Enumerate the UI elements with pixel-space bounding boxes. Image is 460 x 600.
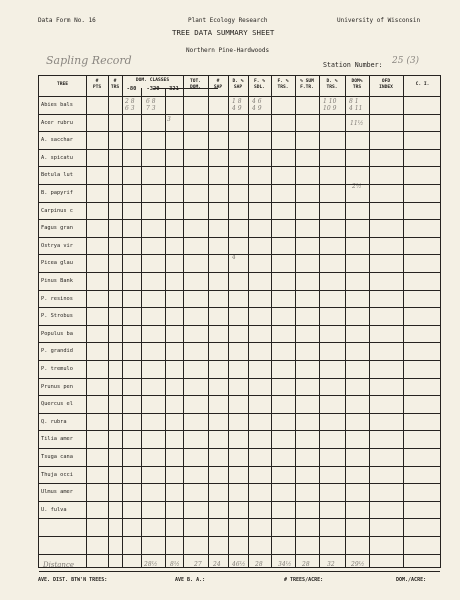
university-name: University of Wisconsin xyxy=(337,17,421,24)
col-trs: # TRS xyxy=(110,79,120,90)
row-divider xyxy=(39,360,440,361)
acer-domtrs-entry: 11½ xyxy=(350,120,364,127)
col-dom-classes: DOM. CLASSES xyxy=(135,78,170,83)
species-label: A. spicatu xyxy=(41,154,73,161)
picea-sap-entry: 4 xyxy=(232,254,236,261)
abies-dom-320: 6 8 xyxy=(146,98,156,105)
species-label: Prunus pen xyxy=(41,383,73,390)
species-label: P. resinos xyxy=(41,295,73,302)
row-divider xyxy=(39,483,440,484)
col-f-sdl: F. % SDL. xyxy=(253,79,266,90)
row-divider xyxy=(39,342,440,343)
abies-domtrs: 8 1 xyxy=(349,98,359,105)
total-dom-trs: 29½ xyxy=(351,561,365,568)
col-ci: C. I. xyxy=(415,82,430,87)
row-divider xyxy=(39,272,440,273)
row-divider xyxy=(39,166,440,167)
col-pts: # PTS xyxy=(92,79,102,90)
row-divider xyxy=(39,518,440,519)
footer-dom-acre: DOM./ACRE: xyxy=(396,577,427,583)
abies-domtrs-b: 4 11 xyxy=(349,105,363,112)
row-divider xyxy=(39,448,440,449)
row-divider xyxy=(39,536,440,537)
col-ofd-index: OFD INDEX xyxy=(379,79,393,90)
column-divider xyxy=(141,88,142,567)
footer-ave-ba: AVE B. A.: xyxy=(175,577,206,583)
abies-sap: 1 8 xyxy=(232,98,242,105)
abies-fsdl: 4 6 xyxy=(252,98,262,105)
total-f-sdl: 28 xyxy=(255,561,263,568)
species-label: Fagus gran xyxy=(41,225,73,232)
row-divider xyxy=(39,114,440,115)
col-tot-dom: TOT. DOM. xyxy=(189,79,202,90)
abies-sap-b: 4 9 xyxy=(232,105,242,112)
species-label: Abies bals xyxy=(41,102,73,108)
species-label: P. tremulo xyxy=(41,366,73,372)
row-divider xyxy=(39,430,440,431)
total-sum-ftr: 28 xyxy=(302,561,310,568)
col-sap-count: # SAP xyxy=(213,79,223,90)
footer-trees-acre: # TREES/ACRE: xyxy=(284,577,324,583)
row-divider xyxy=(39,237,440,238)
acer-sap-entry: 3 xyxy=(167,116,171,123)
col-sum-ftr: % SUM F.TR. xyxy=(300,79,314,90)
row-divider xyxy=(39,290,440,291)
footer-ave-dist: AVE. DIST. BTW'N TREES: xyxy=(38,577,108,583)
total-dom-320: 8½ xyxy=(170,561,180,568)
species-label: Carpinus c xyxy=(41,207,73,214)
bpapyrifera-domtrs-entry: 2½ xyxy=(352,183,362,190)
tree-summary-table xyxy=(38,75,441,568)
species-label: Betula lut xyxy=(41,172,73,179)
total-d-trs: 32 xyxy=(327,561,335,568)
total-dom-80: 28½ xyxy=(144,561,158,568)
row-divider xyxy=(39,202,440,203)
species-label: Quercus el xyxy=(41,401,73,408)
abies-dom-80: 2 8 xyxy=(125,98,135,105)
species-label: Acer rubru xyxy=(41,119,73,126)
col-dom-trs: DOM% TRS xyxy=(351,79,363,90)
totals-row-label: Distance xyxy=(43,561,75,569)
abies-dom-320-b: 7 3 xyxy=(146,105,156,112)
species-label: U. fulva xyxy=(41,506,67,513)
species-label: P. grandid xyxy=(41,348,73,355)
total-f-trs: 34½ xyxy=(278,561,292,568)
species-label: Thuja occi xyxy=(41,471,73,478)
col-dom-320: -320 xyxy=(146,86,160,92)
column-divider xyxy=(165,88,166,567)
row-divider xyxy=(39,254,440,255)
row-divider xyxy=(39,325,440,326)
species-label: Tilia amer xyxy=(41,436,73,443)
col-tree: TREE xyxy=(56,82,69,87)
species-label: A. sacchar xyxy=(41,137,73,144)
row-divider xyxy=(39,571,440,572)
total-tot-dom: 27 xyxy=(194,561,202,568)
species-label: Ostrya vir xyxy=(41,242,73,249)
abies-fsdl-b: 4 9 xyxy=(252,105,262,112)
species-label: B. papyrif xyxy=(41,190,73,196)
row-divider xyxy=(39,184,440,185)
row-divider xyxy=(39,307,440,308)
abies-dtrs-b: 10 9 xyxy=(323,105,337,112)
row-divider xyxy=(39,131,440,132)
row-divider xyxy=(39,149,440,150)
sapling-note: Sapling Record xyxy=(46,54,132,67)
col-d-sap: D. % SAP xyxy=(232,79,244,90)
form-number: Data Form No. 16 xyxy=(38,17,96,24)
species-label: Q. rubra xyxy=(41,418,67,425)
col-f-trs: F. % TRS. xyxy=(277,79,289,90)
total-d-sap: 46½ xyxy=(232,561,246,568)
row-divider xyxy=(39,501,440,502)
species-label: Populus ba xyxy=(41,330,73,337)
row-divider xyxy=(39,378,440,379)
row-divider xyxy=(39,395,440,396)
total-sap: 24 xyxy=(213,561,221,568)
row-divider xyxy=(39,466,440,467)
species-label: Pinus Bank xyxy=(41,278,73,284)
row-divider xyxy=(39,554,440,555)
col-dom-321: 321 xyxy=(169,86,179,92)
station-label: Station Number: xyxy=(323,61,383,69)
sheet-subtitle: Northern Pine-Hardwoods xyxy=(186,47,270,54)
species-label: Picea glau xyxy=(41,260,73,267)
species-label: Ulmus amer xyxy=(41,489,73,496)
sheet-title: TREE DATA SUMMARY SHEET xyxy=(172,28,275,37)
station-value: 25 (3) xyxy=(392,56,420,66)
col-dom-80: -80 xyxy=(126,86,137,92)
row-divider xyxy=(39,219,440,220)
species-label: P. Strobus xyxy=(41,313,73,320)
col-d-trs: D. % TRS. xyxy=(326,79,338,90)
abies-dtrs: 1 10 xyxy=(323,98,337,105)
species-label: Tsuga cana xyxy=(41,454,73,460)
abies-dom-80-b: 6 3 xyxy=(125,105,135,112)
row-divider xyxy=(39,413,440,414)
org-name: Plant Ecology Research xyxy=(188,17,268,24)
